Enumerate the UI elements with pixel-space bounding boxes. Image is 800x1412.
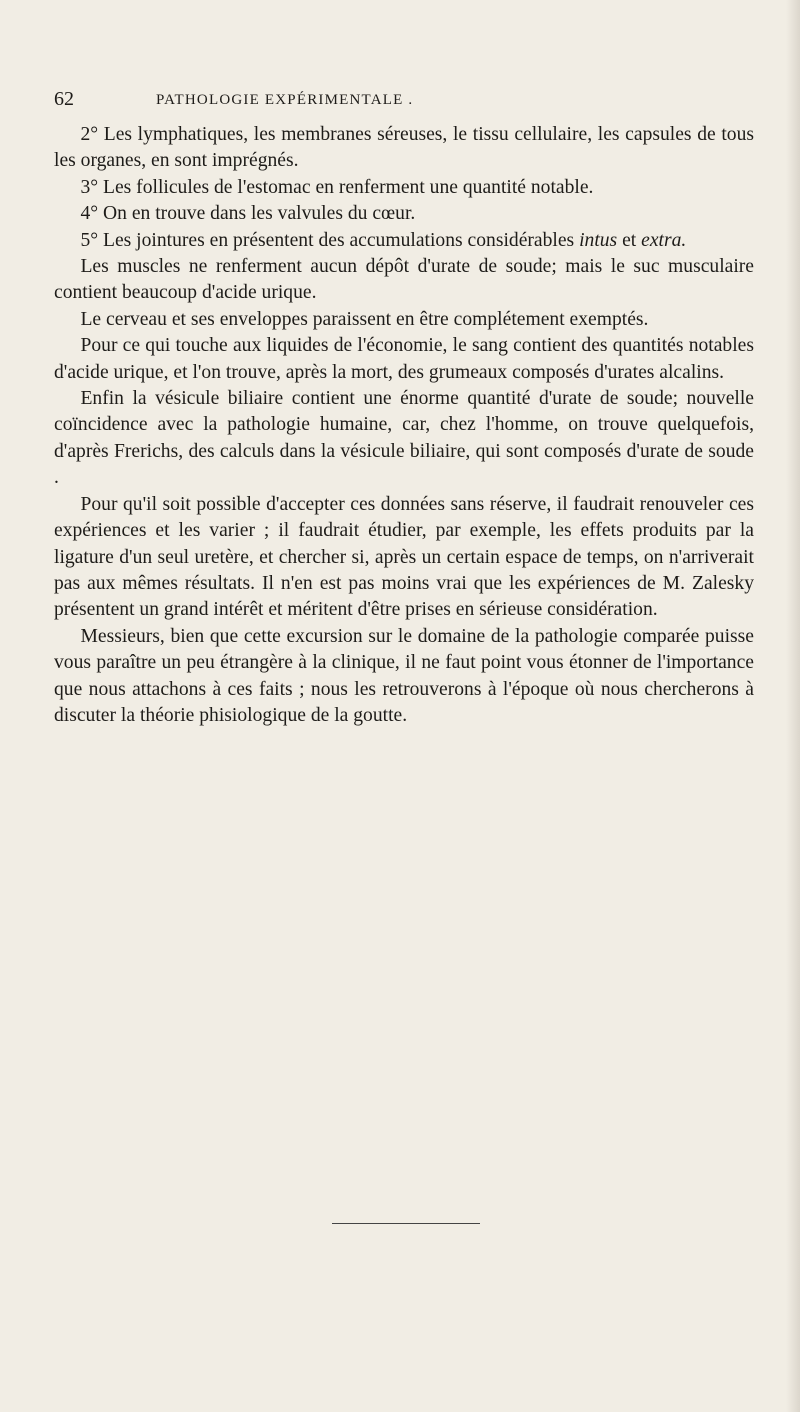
page-number: 62: [54, 88, 74, 110]
paragraph-jointures: [54, 228, 754, 254]
end-rule-divider: [332, 1223, 480, 1224]
jointures-text: 5° Les jointures en présentent des accumulations considérables: [80, 229, 575, 251]
paragraph-lymphatiques: 2° Les lymphatiques, les membranes séreuses, le tissu cellulaire, les capsules de tous les organes, en sont imprégnés.: [54, 124, 754, 172]
paragraph-liquides: Pour ce qui touche aux liquides de l'économie, le sang contient des quantités notables d'acide urique, et l'on trouve, après la mort, des grumeaux composés d'urates alcalins.: [54, 335, 754, 383]
paragraph-messieurs: Messieurs, bien que cette excursion sur le domaine de la pathologie comparée puisse vous paraître un peu étrangère à la clinique, il ne faut point vous étonner de l'importance que nous attachons à ces faits ; nous les retrouverons à l'époque où nous chercherons à discuter la théorie phisiologique de la goutte.: [54, 625, 754, 726]
intus-term: intus: [579, 229, 618, 251]
running-title: PATHOLOGIE EXPÉRIMENTALE .: [156, 92, 414, 108]
et-word: et: [622, 229, 637, 251]
page-header: [54, 88, 754, 118]
paragraph-cerveau: Le cerveau et ses enveloppes paraissent en être complétement exemptés.: [80, 308, 649, 330]
body-text: [54, 122, 754, 729]
paragraph-follicules: 3° Les follicules de l'estomac en renferment une quantité notable.: [80, 176, 594, 198]
paragraph-muscles: Les muscles ne renferment aucun dépôt d'urate de soude; mais le suc musculaire contient beaucoup d'acide urique.: [54, 256, 754, 304]
extra-term: extra.: [641, 229, 687, 251]
paragraph-vesicule: Enfin la vésicule biliaire contient une énorme quantité d'urate de soude; nouvelle coïncidence avec la pathologie humaine, car, chez l'homme, on trouve quelquefois, d'après Frerichs, des calculs dans la vésicule biliaire, qui sont composés d'urate de soude .: [54, 388, 754, 489]
paragraph-reserve: Pour qu'il soit possible d'accepter ces données sans réserve, il faudrait renouveler ces expériences et les varier ; il faudrait étudier, par exemple, les effets produits par la ligature d'un seul uretère, et chercher si, après un certain espace de temps, on n'arriverait pas aux mêmes résultats. Il n'en est pas moins vrai que les expériences de M. Zalesky présentent un grand intérêt et méritent d'être prises en sérieuse considération.: [54, 493, 754, 621]
page-edge-shadow: [786, 0, 800, 1412]
paragraph-valvules: 4° On en trouve dans les valvules du cœur.: [80, 203, 416, 225]
